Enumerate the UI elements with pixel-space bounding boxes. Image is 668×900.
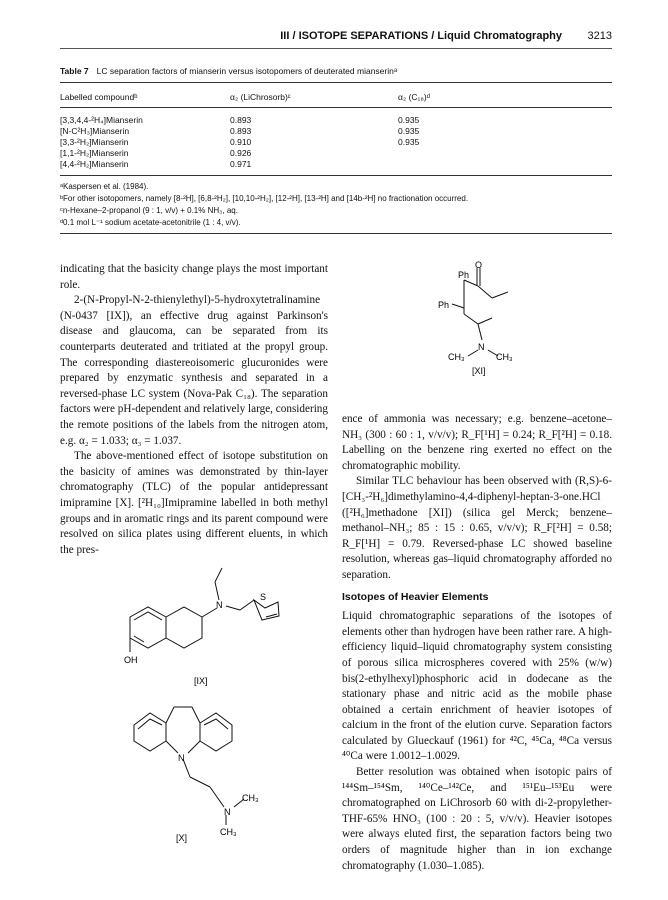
table-bottom-rule — [60, 175, 612, 176]
table-cell: 0.910 — [230, 137, 252, 147]
table-footnote: ᵃKaspersen et al. (1984). — [60, 182, 149, 191]
table-row — [60, 148, 612, 159]
table-row — [60, 137, 612, 148]
table-footnote: ᵈ0.1 mol L⁻¹ sodium acetate-acetonitrile (1 : 4, v/v). — [60, 218, 241, 227]
label-ix: [IX] — [194, 676, 208, 686]
table-cell: [4,4-²H₂]Mianserin — [60, 159, 129, 169]
table-row — [60, 126, 612, 137]
paragraph: Similar TLC behaviour has been observed with (R,S)-6-[CH₃-²H₆]dimethylamino-4,4-diphenyl-heptan-3-one.HCl ([²H₆]methadone [XI]) (silica gel Merck; benzene–methanol–NH₃; 85 : 15 : 0.65, v/v/v); R_F[²H] = 0.58; R_F[¹H] = 0.79. Reversed-phase LC showed baseline resolution, whereas gas–liquid chromatography afforded no separation. — [342, 475, 612, 581]
paragraph: indicating that the basicity change plays the most important role. — [60, 263, 328, 291]
structure-x-diagram — [120, 695, 300, 845]
col-header: α₂ (C₁₈)ᵈ — [398, 92, 430, 102]
atom-n: N — [478, 342, 485, 352]
methyl-group: CH₃ — [448, 352, 465, 362]
table-row — [60, 115, 612, 126]
table-label: Table 7 — [60, 66, 89, 76]
table-cell: 0.893 — [230, 115, 252, 125]
col-header: Labelled compoundᵇ — [60, 92, 138, 102]
table-top-rule — [60, 82, 612, 83]
label-xi: [XI] — [472, 366, 486, 376]
running-title: III / ISOTOPE SEPARATIONS / Liquid Chromatography — [280, 30, 562, 42]
table-cell: 0.935 — [398, 137, 420, 147]
table-cell: [N-C²H₃]Mianserin — [60, 126, 130, 136]
table-cell: [1,1-²H₂]Mianserin — [60, 148, 129, 158]
table-footnote-rule — [60, 233, 612, 234]
methyl-group: CH₃ — [220, 827, 237, 837]
atom-n: N — [178, 753, 185, 763]
structure-xi-diagram — [430, 258, 550, 378]
atom-n: N — [224, 807, 231, 817]
left-column-text — [60, 262, 328, 558]
col-header: α₂ (LiChrosorb)ᶜ — [230, 92, 291, 102]
table-cell: 0.935 — [398, 126, 420, 136]
right-column-text — [342, 412, 612, 874]
table-cell: 0.926 — [230, 148, 252, 158]
table-cell: 0.971 — [230, 159, 252, 169]
label-x: [X] — [176, 833, 188, 843]
section-heading: Isotopes of Heavier Elements — [342, 590, 489, 603]
table-cell: 0.893 — [230, 126, 252, 136]
paragraph: Better resolution was obtained when isotopic pairs of ¹⁴⁴Sm–¹⁵⁴Sm, ¹⁴⁰Ce–¹⁴²Ce, and ¹⁵¹Eu–¹⁵³Eu were chromatographed on LiChrosorb 60 with di-2-propylether-THF-65% HNO₃ (100 : 20 : 5, v/v/v). Heavier isotopes were always eluted first, the separation factors being two orders of magnitude higher than in ion exchange chromatography (1.030–1.085). — [342, 766, 612, 872]
table-cell: [3,3-²H₂]Mianserin — [60, 137, 129, 147]
table-caption-text: LC separation factors of mianserin versus isotopomers of deuterated mianserinᵃ — [96, 66, 398, 76]
paragraph: 2-(N-Propyl-N-2-thienylethyl)-5-hydroxytetralinamine (N-0437 [IX]), an effective drug against Parkinson's disease and glaucoma, can be separated from its counterparts deuterated and tritiated at the propyl group. The corresponding diastereoisomeric glucuronides were prepared by enzymatic synthesis and separated in a reversed-phase LC system (Nova-Pak C₁₈). The separation factors were pH-dependent and relatively large, considering the remote positions of the labels from the nitrogen atom, e.g. α₂ = 1.033; α₃ = 1.037. — [60, 294, 328, 447]
atom-oh: OH — [124, 655, 138, 665]
paragraph: Liquid chromatographic separations of the isotopes of elements other than hydrogen have been rather rare. A high-efficiency liquid–liquid chromatography system consisting of porous silica microspheres covered with 25% (w/w) bis(2-ethylhexyl)phosphoric acid in dodecane as the stationary phase and nitric acid as the mobile phase obtained a certain enrichment of heavier isotopes of calcium in the front of the elution curve. Separation factors calculated by Glueckauf (1961) for ⁴²C, ⁴⁵Ca, ⁴⁸Ca versus ⁴⁰Ca were 1.0012–1.0029. — [342, 610, 612, 763]
page-number: 3213 — [587, 30, 612, 42]
atom-o: O — [475, 260, 483, 270]
methyl-group: CH₃ — [242, 793, 259, 803]
structure-ix-diagram — [110, 560, 300, 690]
table-cell: [3,3,4,4-²H₄]Mianserin — [60, 115, 143, 125]
phenyl-group: Ph — [458, 270, 470, 280]
table-header-rule — [60, 107, 612, 108]
table-row — [60, 159, 612, 170]
paragraph: ence of ammonia was necessary; e.g. benzene–acetone–NH₃ (300 : 60 : 1, v/v/v); R_F[¹H] = 0.24; R_F[²H] = 0.18. Labelling on the benzene ring exerted no effect on the chromatographic mobility. — [342, 413, 612, 472]
running-header — [60, 30, 612, 49]
table-footnote: ᵇFor other isotopomers, namely [8-²H], [6,8-²H₂], [10,10-²H₂], [12-²H], [13-²H] and [14b-²H] no fractionation occurred. — [60, 194, 469, 203]
table-header-row — [60, 92, 612, 103]
atom-s: S — [260, 592, 267, 602]
methyl-group: CH₃ — [496, 352, 513, 362]
atom-n: N — [216, 600, 223, 610]
phenyl-group: Ph — [438, 300, 450, 310]
table-caption — [60, 66, 397, 76]
table-footnote: ᶜn-Hexane–2-propanol (9 : 1, v/v) + 0.1% NH₃, aq. — [60, 206, 238, 215]
paragraph: The above-mentioned effect of isotope substitution on the basicity of amines was demonstrated by thin-layer chromatography (TLC) of the popular antidepressant imipramine [X]. [²H₁₀]Imipramine labelled in both methyl groups and in aromatic rings and its parent compound were resolved on silica plates using different eluents, in which the pres- — [60, 450, 328, 556]
table-cell: 0.935 — [398, 115, 420, 125]
